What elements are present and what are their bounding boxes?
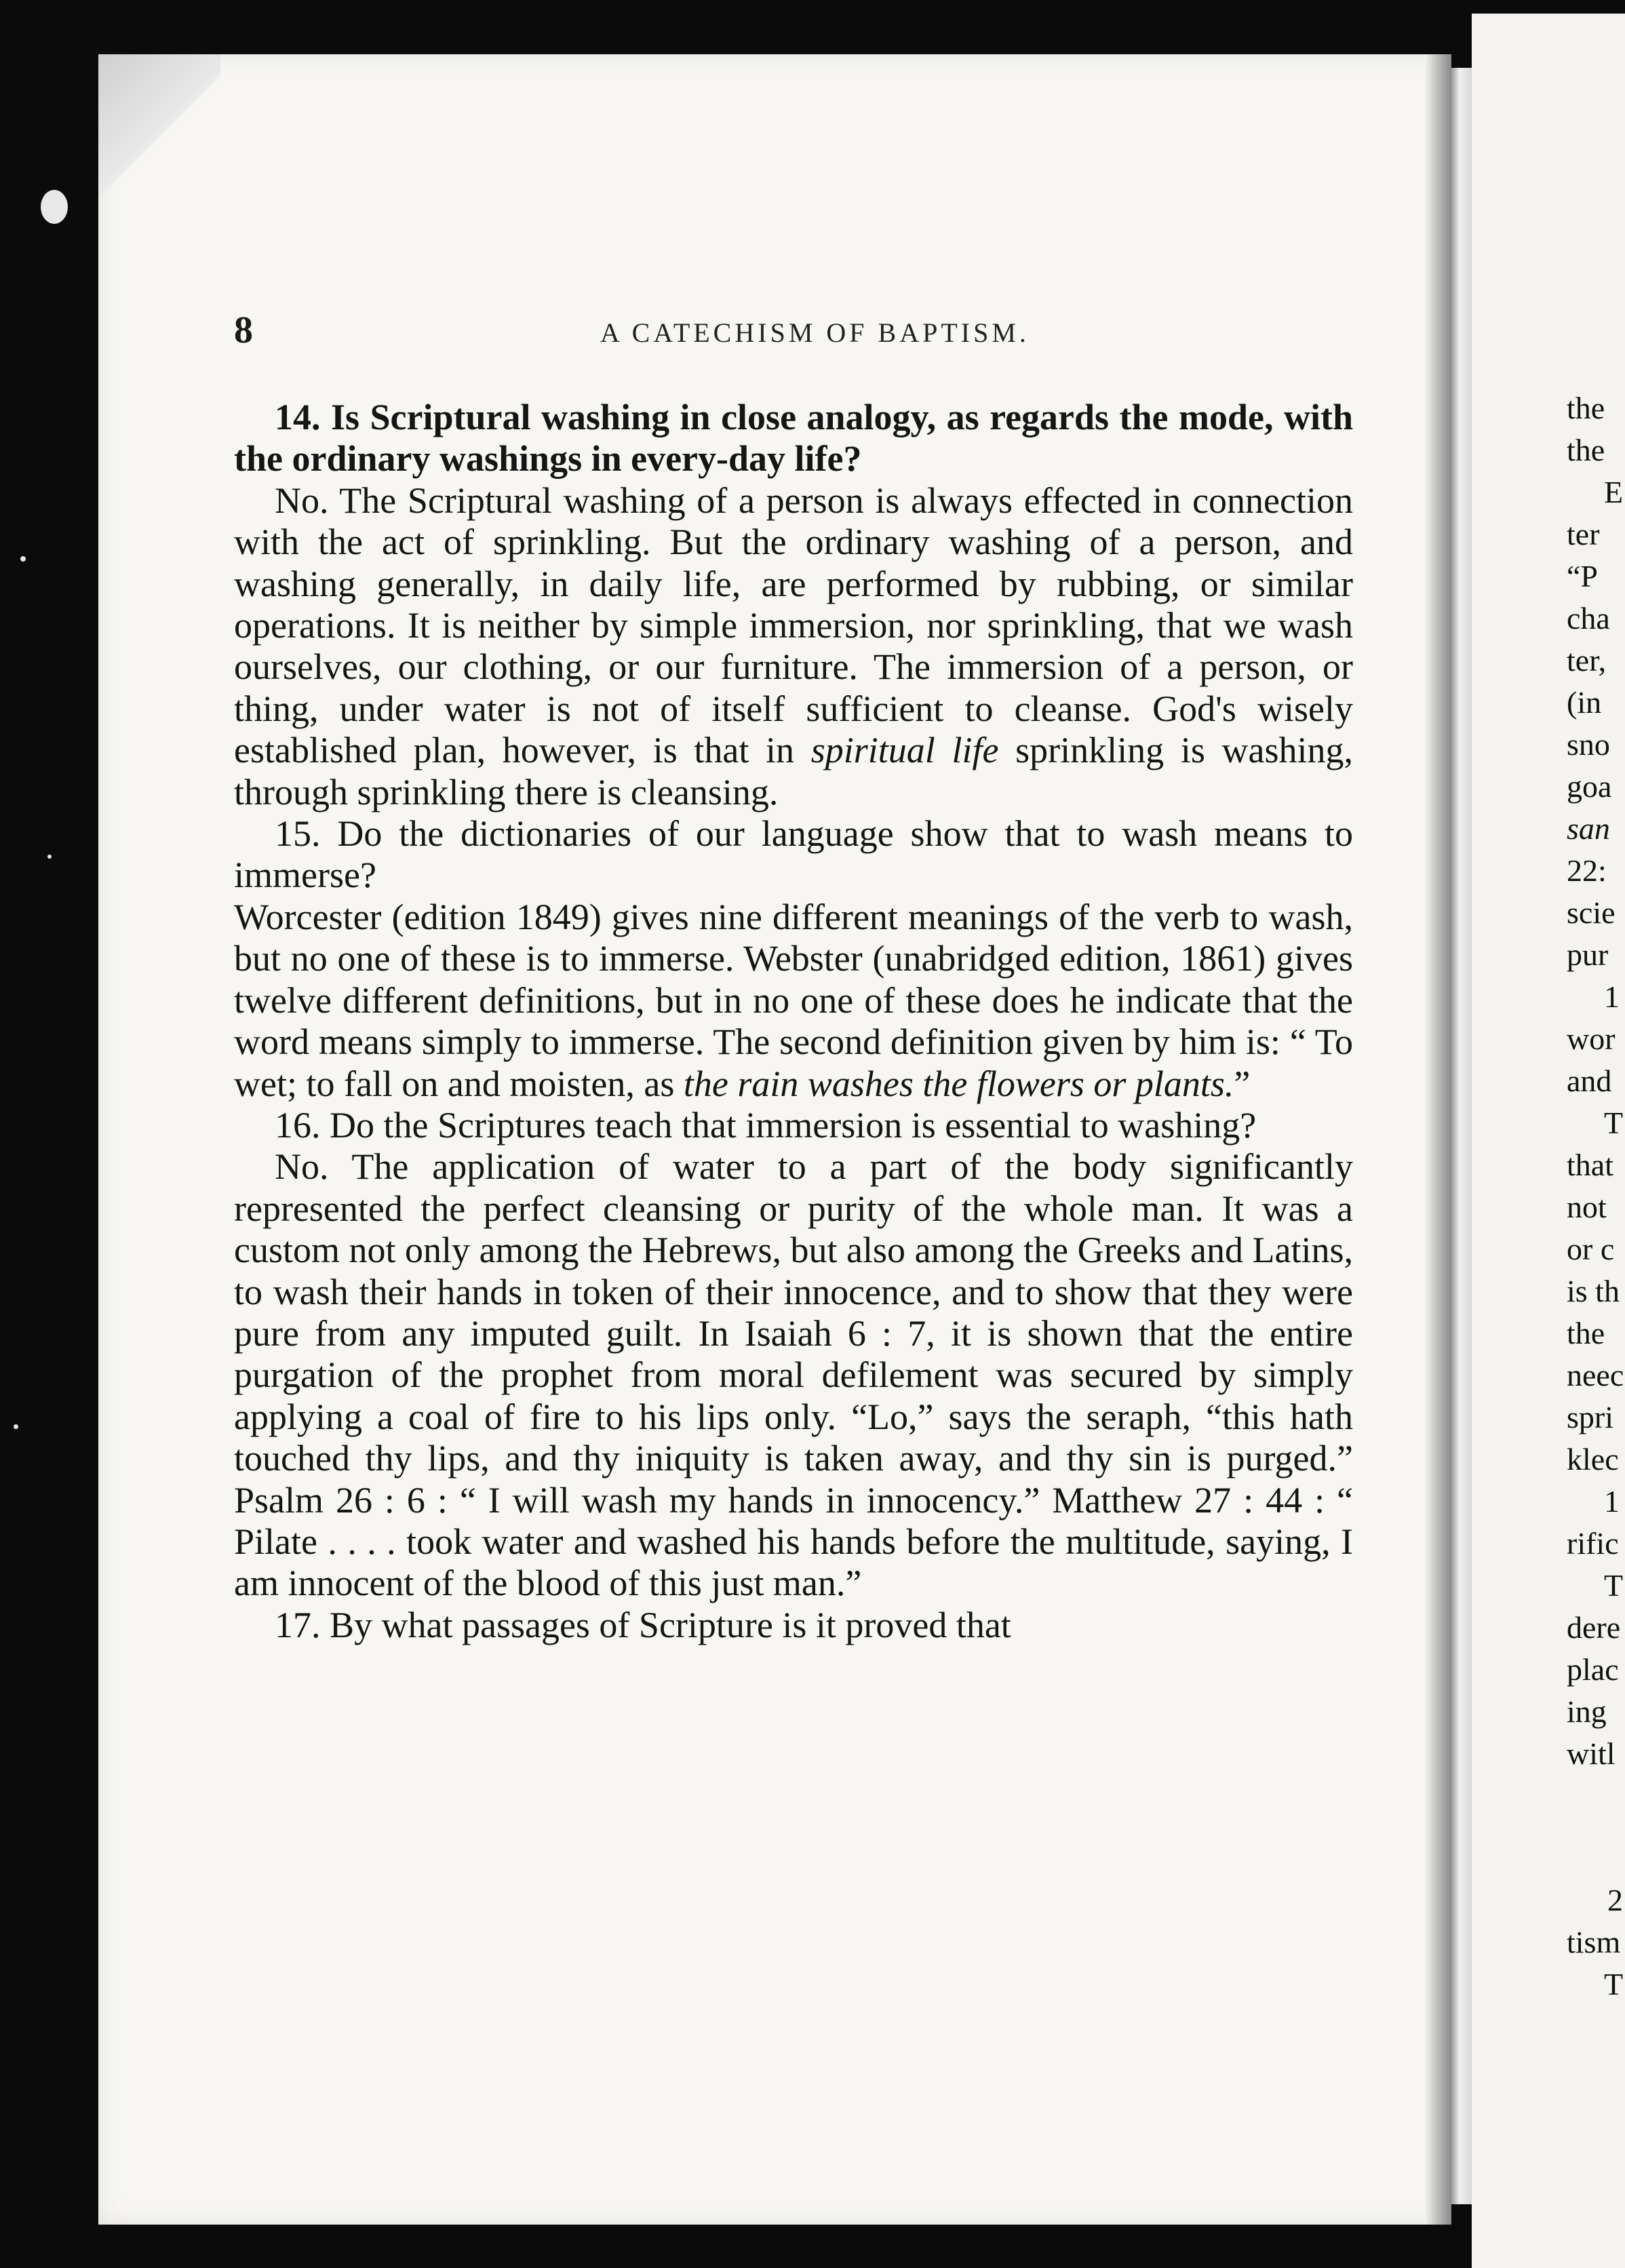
adjacent-fragment: or c — [1567, 1232, 1615, 1266]
question-17-text: 17. By what passages of Scripture is it proved that — [275, 1604, 1011, 1645]
dust-speck — [14, 1424, 18, 1429]
answer-16 — [234, 1146, 1353, 1604]
question-16-text: 16. Do the Scriptures teach that immersion is essential to washing? — [275, 1104, 1257, 1146]
answer-14-text: No. The Scriptural washing of a person is always effected in connection with the act of sprinkling. But the ordinary washing of a person, and washing generally, in daily life, are performed by rubbing, or similar operations. It is neither by simple immersion, nor sprinkling, that we wash ourselves, our clothing, or our furniture. The immersion of a person, or thing, under water is not of itself sufficient to cleanse. God's wisely established plan, however, is that in — [234, 480, 1353, 771]
running-header — [234, 309, 1353, 363]
question-14-text: 14. Is Scriptural washing in close analogy, as regards the mode, with the ordinary washings in every-day life? — [234, 397, 1353, 480]
answer-14 — [234, 480, 1353, 813]
running-title: A CATECHISM OF BAPTISM. — [600, 317, 1030, 348]
dust-speck — [47, 855, 52, 859]
page-number: 8 — [234, 309, 253, 351]
answer-16-text: No. The application of water to a part of the body significantly represented the perfect cleansing or purity of the whole man. It was a custom not only among the Hebrews, but also among the Greeks and Latins, to wash their hands in token of their innocence, and to show that they were pure from any imputed guilt. In Isaiah 6 : 7, it is shown that the entire purgation of the prophet from moral defilement was secured by simply applying a coal of fire to his lips only. “Lo,” says the seraph, “this hath touched thy lips, and thy iniquity is taken away, and thy sin is purged.” Psalm 26 : 6 : “ I will wash my hands in innocency.” Matthew 27 : 44 : “ Pilate . . . . took water and washed his hands before the multitude, saying, I am innocent of the blood of this just man.” — [234, 1146, 1353, 1604]
adjacent-fragment: the — [1567, 433, 1605, 467]
adjacent-fragment: dere — [1567, 1610, 1621, 1645]
adjacent-fragment: plac — [1567, 1652, 1619, 1687]
adjacent-fragment: wor — [1567, 1021, 1616, 1056]
adjacent-fragment: T — [1604, 1967, 1624, 2001]
page-gutter — [1451, 68, 1472, 2204]
adjacent-fragment: 1 — [1604, 1484, 1620, 1519]
adjacent-fragment: and — [1567, 1063, 1612, 1098]
adjacent-fragment: T — [1604, 1568, 1624, 1603]
adjacent-fragment: ter, — [1567, 643, 1607, 678]
adjacent-fragment: san — [1567, 811, 1610, 846]
adjacent-fragment: goa — [1567, 769, 1612, 804]
adjacent-fragment: neec — [1567, 1358, 1624, 1392]
answer-15-end: ” — [1234, 1063, 1251, 1104]
adjacent-page — [1472, 14, 1625, 2268]
adjacent-fragment: ing — [1567, 1694, 1607, 1729]
adjacent-fragment: cha — [1567, 601, 1610, 636]
question-16 — [234, 1105, 1353, 1146]
answer-15 — [234, 897, 1353, 1105]
adjacent-fragment: ter — [1567, 517, 1600, 551]
dust-speck — [41, 190, 68, 224]
adjacent-fragment: klec — [1567, 1442, 1619, 1477]
adjacent-fragment: not — [1567, 1190, 1607, 1224]
adjacent-fragment: E — [1604, 475, 1624, 509]
adjacent-fragment: spri — [1567, 1400, 1613, 1434]
adjacent-fragment: pur — [1567, 937, 1609, 972]
adjacent-fragment: 1 — [1604, 979, 1620, 1014]
adjacent-fragment: scie — [1567, 895, 1616, 930]
adjacent-fragment: the — [1567, 391, 1605, 425]
question-15 — [234, 813, 1353, 897]
adjacent-fragment: rific — [1567, 1526, 1619, 1561]
adjacent-fragment: (in — [1567, 685, 1602, 720]
dust-speck — [20, 556, 26, 562]
adjacent-fragment: 2 — [1607, 1883, 1623, 1917]
adjacent-fragment: sno — [1567, 727, 1610, 762]
page-corner-fold — [98, 54, 220, 224]
answer-15-text: Worcester (edition 1849) gives nine different meanings of the verb to wash, but no one of these is to immerse. Webster (unabridged edition, 1861) gives twelve different definitions, but in no one of these does he indicate that the word means simply to immerse. The second definition given by him is: “ To wet; to fall on and moisten, as — [234, 896, 1353, 1104]
adjacent-fragment: tism — [1567, 1925, 1621, 1959]
answer-15-emphasis: the rain washes the flowers or plants. — [683, 1063, 1234, 1104]
adjacent-fragment: that — [1567, 1148, 1613, 1182]
adjacent-fragment: the — [1567, 1316, 1605, 1350]
body-text — [234, 397, 1353, 1646]
adjacent-fragment: T — [1604, 1106, 1624, 1140]
page-edge-shadow — [1424, 54, 1451, 2225]
adjacent-fragment: 22: — [1567, 853, 1607, 888]
adjacent-fragment: is th — [1567, 1274, 1620, 1308]
answer-14-emphasis: spiritual life — [810, 730, 999, 771]
answer-14-end: sprinkling is washing, through sprinkling there is cleansing. — [234, 730, 1354, 813]
adjacent-fragment: “P — [1567, 559, 1598, 593]
question-14 — [234, 397, 1353, 480]
adjacent-fragment: witl — [1567, 1736, 1616, 1771]
question-17 — [234, 1605, 1353, 1646]
question-15-text: 15. Do the dictionaries of our language show that to wash means to immerse? — [234, 813, 1353, 896]
